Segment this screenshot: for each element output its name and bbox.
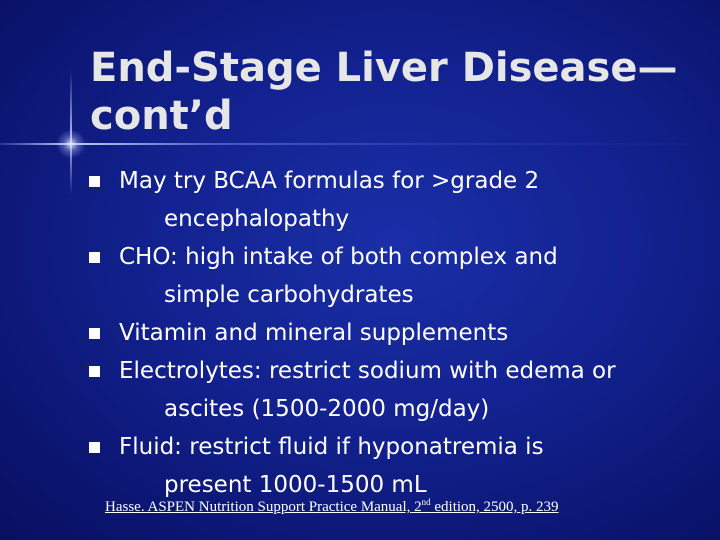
bullet-item-fluid	[86, 428, 696, 504]
bullet-item-bcaa	[86, 162, 696, 238]
bullet-item-electrolytes	[86, 352, 696, 428]
square-bullet-icon	[89, 252, 100, 263]
bullet-text: Fluid: restrict fluid if hyponatremia is	[119, 434, 544, 460]
bullet-text: Vitamin and mineral supplements	[119, 320, 509, 346]
bullet-text-continuation: present 1000-1500 mL	[164, 472, 427, 498]
bullet-text: May try BCAA formulas for >grade 2	[119, 168, 540, 194]
slide-title-line-1: End-Stage Liver Disease—	[90, 45, 678, 91]
citation-link[interactable]	[105, 499, 559, 516]
bullet-text: Electrolytes: restrict sodium with edema or	[119, 358, 616, 384]
slide-title-line-2: cont’d	[90, 93, 233, 139]
bullet-text-continuation: encephalopathy	[164, 206, 350, 232]
square-bullet-icon	[89, 328, 100, 339]
bullet-text: CHO: high intake of both complex and	[119, 244, 558, 270]
citation-text-end: edition, 2500, p. 239	[430, 499, 559, 515]
bullet-item-cho	[86, 238, 696, 314]
bullet-list	[86, 162, 696, 504]
bullet-item-vitamins	[86, 314, 696, 352]
citation-text: Hasse. ASPEN Nutrition Support Practice Manual, 2	[105, 499, 422, 515]
square-bullet-icon	[89, 442, 100, 453]
square-bullet-icon	[89, 366, 100, 377]
slide-title	[90, 44, 710, 140]
bullet-text-continuation: ascites (1500-2000 mg/day)	[164, 396, 490, 422]
square-bullet-icon	[89, 176, 100, 187]
decorative-horizontal-line	[0, 143, 720, 145]
bullet-text-continuation: simple carbohydrates	[164, 282, 414, 308]
citation-superscript: nd	[421, 497, 431, 507]
decorative-star-glow	[56, 129, 86, 159]
